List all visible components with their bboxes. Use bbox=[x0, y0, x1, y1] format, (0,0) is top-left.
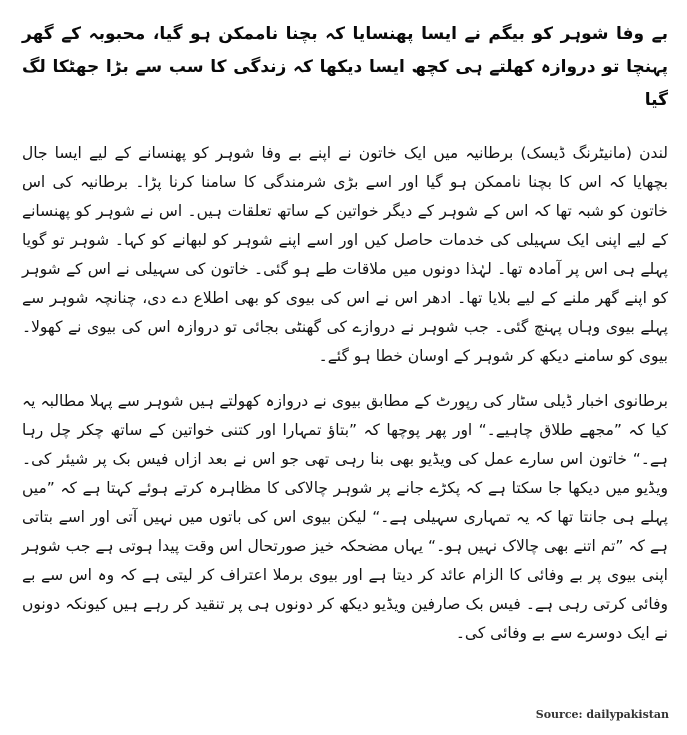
article bbox=[22, 18, 668, 664]
article-headline: بے وفا شوہر کو بیگم نے ایسا پھنسایا کہ بچنا ناممکن ہو گیا، محبوبہ کے گھر پہنچا تو دروازہ کھلتے ہی کچھ ایسا دیکھا کہ زندگی کا سب سے بڑا جھٹکا لگ گیا bbox=[22, 24, 668, 110]
article-paragraph-1: لندن (مانیٹرنگ ڈیسک) برطانیہ میں ایک خاتون نے اپنے بے وفا شوہر کو پھنسانے کے لیے ایسا جال بچھایا کہ اس کا بچنا ناممکن ہو گیا اور اسے بڑی شرمندگی کا سامنا کرنا پڑا۔ برطانیہ کی اس خاتون کو شبہ تھا کہ اس کے شوہر کے دیگر خواتین کے ساتھ تعلقات ہیں۔ اس نے شوہر کو پھنسانے کے لیے اپنی ایک سہیلی کی خدمات حاصل کیں اور اسے اپنے شوہر کو لبھانے کو کہا۔ شوہر تو گویا پہلے ہی اس پر آمادہ تھا۔ لہٰذا دونوں میں ملاقات طے ہو گئی۔ خاتون کی سہیلی نے اس کے شوہر کو اپنے گھر ملنے کے لیے بلایا تھا۔ ادھر اس نے اس کی بیوی کو بھی اطلاع دے دی، چنانچہ شوہر سے پہلے بیوی وہاں پہنچ گئی۔ جب شوہر نے دروازے کی گھنٹی بجائی تو دروازہ اس کی بیوی نے کھولا۔ بیوی کو سامنے دیکھ کر شوہر کے اوسان خطا ہو گئے۔ bbox=[22, 144, 668, 365]
source-credit: Source: dailypakistan bbox=[535, 708, 669, 721]
article-paragraph-2: برطانوی اخبار ڈیلی سٹار کی رپورٹ کے مطابق بیوی نے دروازہ کھولتے ہیں شوہر سے پہلا مطالبہ یہ کیا کہ ”مجھے طلاق چاہیے۔“ اور پھر پوچھا کہ ”بتاؤ تمہارا اور کتنی خواتین کے ساتھ چکر چل رہا ہے۔“ خاتون اس سارے عمل کی ویڈیو بھی بنا رہی تھی جو اس نے بعد ازاں فیس بک پر شیئر کی۔ ویڈیو میں دیکھا جا سکتا ہے کہ پکڑے جانے پر شوہر چالاکی کا مظاہرہ کرتے ہوئے کہتا ہے کہ ”میں پہلے ہی جانتا تھا کہ یہ تمہاری سہیلی ہے۔“ لیکن بیوی اس کی باتوں میں نہیں آتی اور اسے بتاتی ہے کہ ”تم اتنے بھی چالاک نہیں ہو۔“ یہاں مضحکہ خیز صورتحال اس وقت پیدا ہوتی ہے جب شوہر اپنی بیوی پر بے وفائی کا الزام عائد کر دیتا ہے اور بیوی برملا اعتراف کر لیتی ہے کہ وہ اس سے بے وفائی کرتی رہی ہے۔ فیس بک صارفین ویڈیو دیکھ کر دونوں ہی پر تنقید کر رہے ہیں کیونکہ دونوں نے ایک دوسرے سے بے وفائی کی۔ bbox=[22, 392, 668, 642]
